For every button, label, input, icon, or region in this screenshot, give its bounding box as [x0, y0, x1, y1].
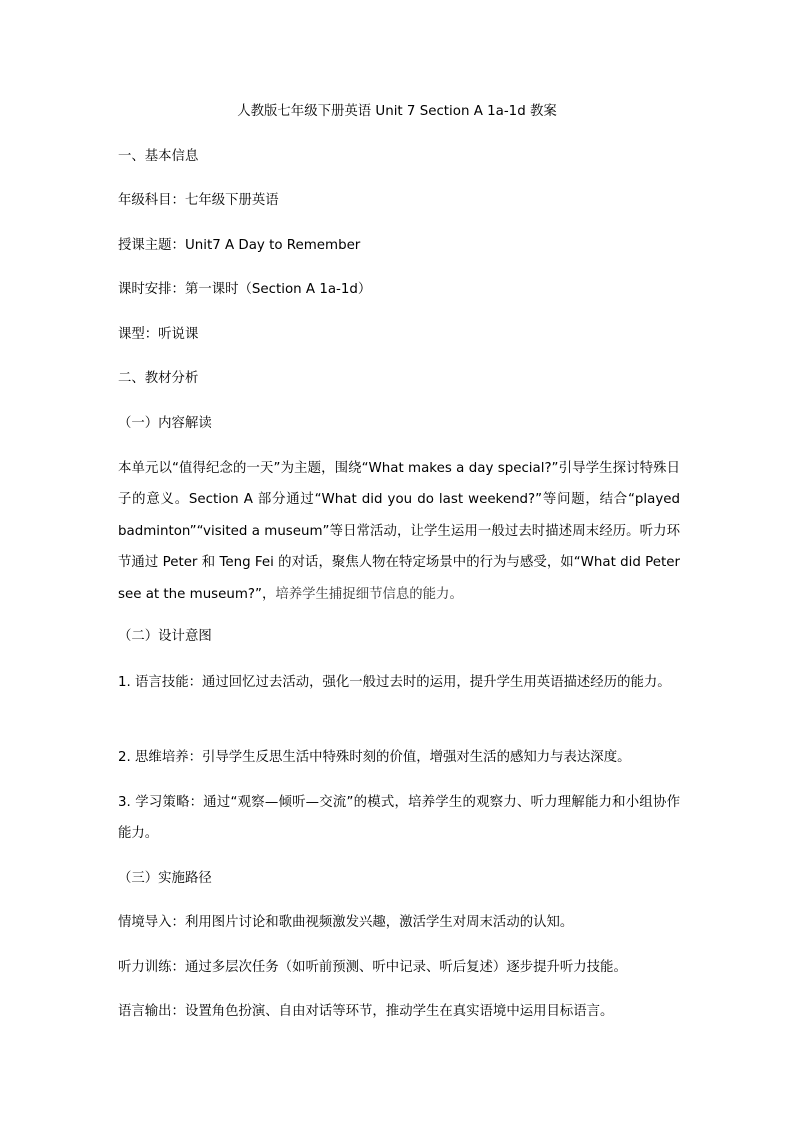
content-paragraph — [118, 453, 680, 610]
section-heading-material-analysis: 二、教材分析 — [118, 371, 199, 386]
document-title: 人教版七年级下册英语 Unit 7 Section A 1a-1d 教案 — [237, 104, 557, 119]
implementation-item-2: 听力训练：通过多层次任务（如听前预测、听中记录、听后复述）逐步提升听力技能。 — [118, 960, 627, 975]
content-paragraph-main: 本单元以“值得纪念的一天”为主题，围绕“What makes a day special?”引导学生探讨特殊日子的意义。Section A 部分通过“What did you do last weekend?”等问题，结合“played badminton”“visited a museum”等日常活动，让学生运用一般过去时描述周末经历。听力环节通过 Peter 和 Teng Fei 的对话，聚焦人物在特定场景中的行为与感受，如“What did Peter see at the museum?”， — [118, 461, 680, 602]
section-heading-basic-info: 一、基本信息 — [118, 149, 199, 164]
design-item-2: 2. 思维培养：引导学生反思生活中特殊时刻的价值，增强对生活的感知力与表达深度。 — [118, 750, 631, 765]
subsection-heading-content: （一）内容解读 — [118, 416, 212, 431]
content-paragraph-tail: 培养学生捕捉细节信息的能力。 — [275, 586, 463, 602]
design-item-1: 1. 语言技能：通过回忆过去活动，强化一般过去时的运用，提升学生用英语描述经历的能力。 — [118, 675, 671, 690]
lesson-type-line: 课型：听说课 — [118, 327, 199, 342]
schedule-line: 课时安排：第一课时（Section A 1a-1d） — [118, 282, 372, 297]
subsection-heading-implementation: （三）实施路径 — [118, 871, 212, 886]
grade-subject-line: 年级科目：七年级下册英语 — [118, 193, 279, 208]
implementation-item-3: 语言输出：设置角色扮演、自由对话等环节，推动学生在真实语境中运用目标语言。 — [118, 1004, 614, 1019]
implementation-item-1: 情境导入：利用图片讨论和歌曲视频激发兴趣，激活学生对周末活动的认知。 — [118, 915, 574, 930]
topic-line: 授课主题：Unit7 A Day to Remember — [118, 238, 361, 253]
design-item-3: 3. 学习策略：通过“观察—倾听—交流”的模式，培养学生的观察力、听力理解能力和小组协作能力。 — [118, 795, 680, 842]
subsection-heading-design-intent: （二）设计意图 — [118, 629, 212, 644]
